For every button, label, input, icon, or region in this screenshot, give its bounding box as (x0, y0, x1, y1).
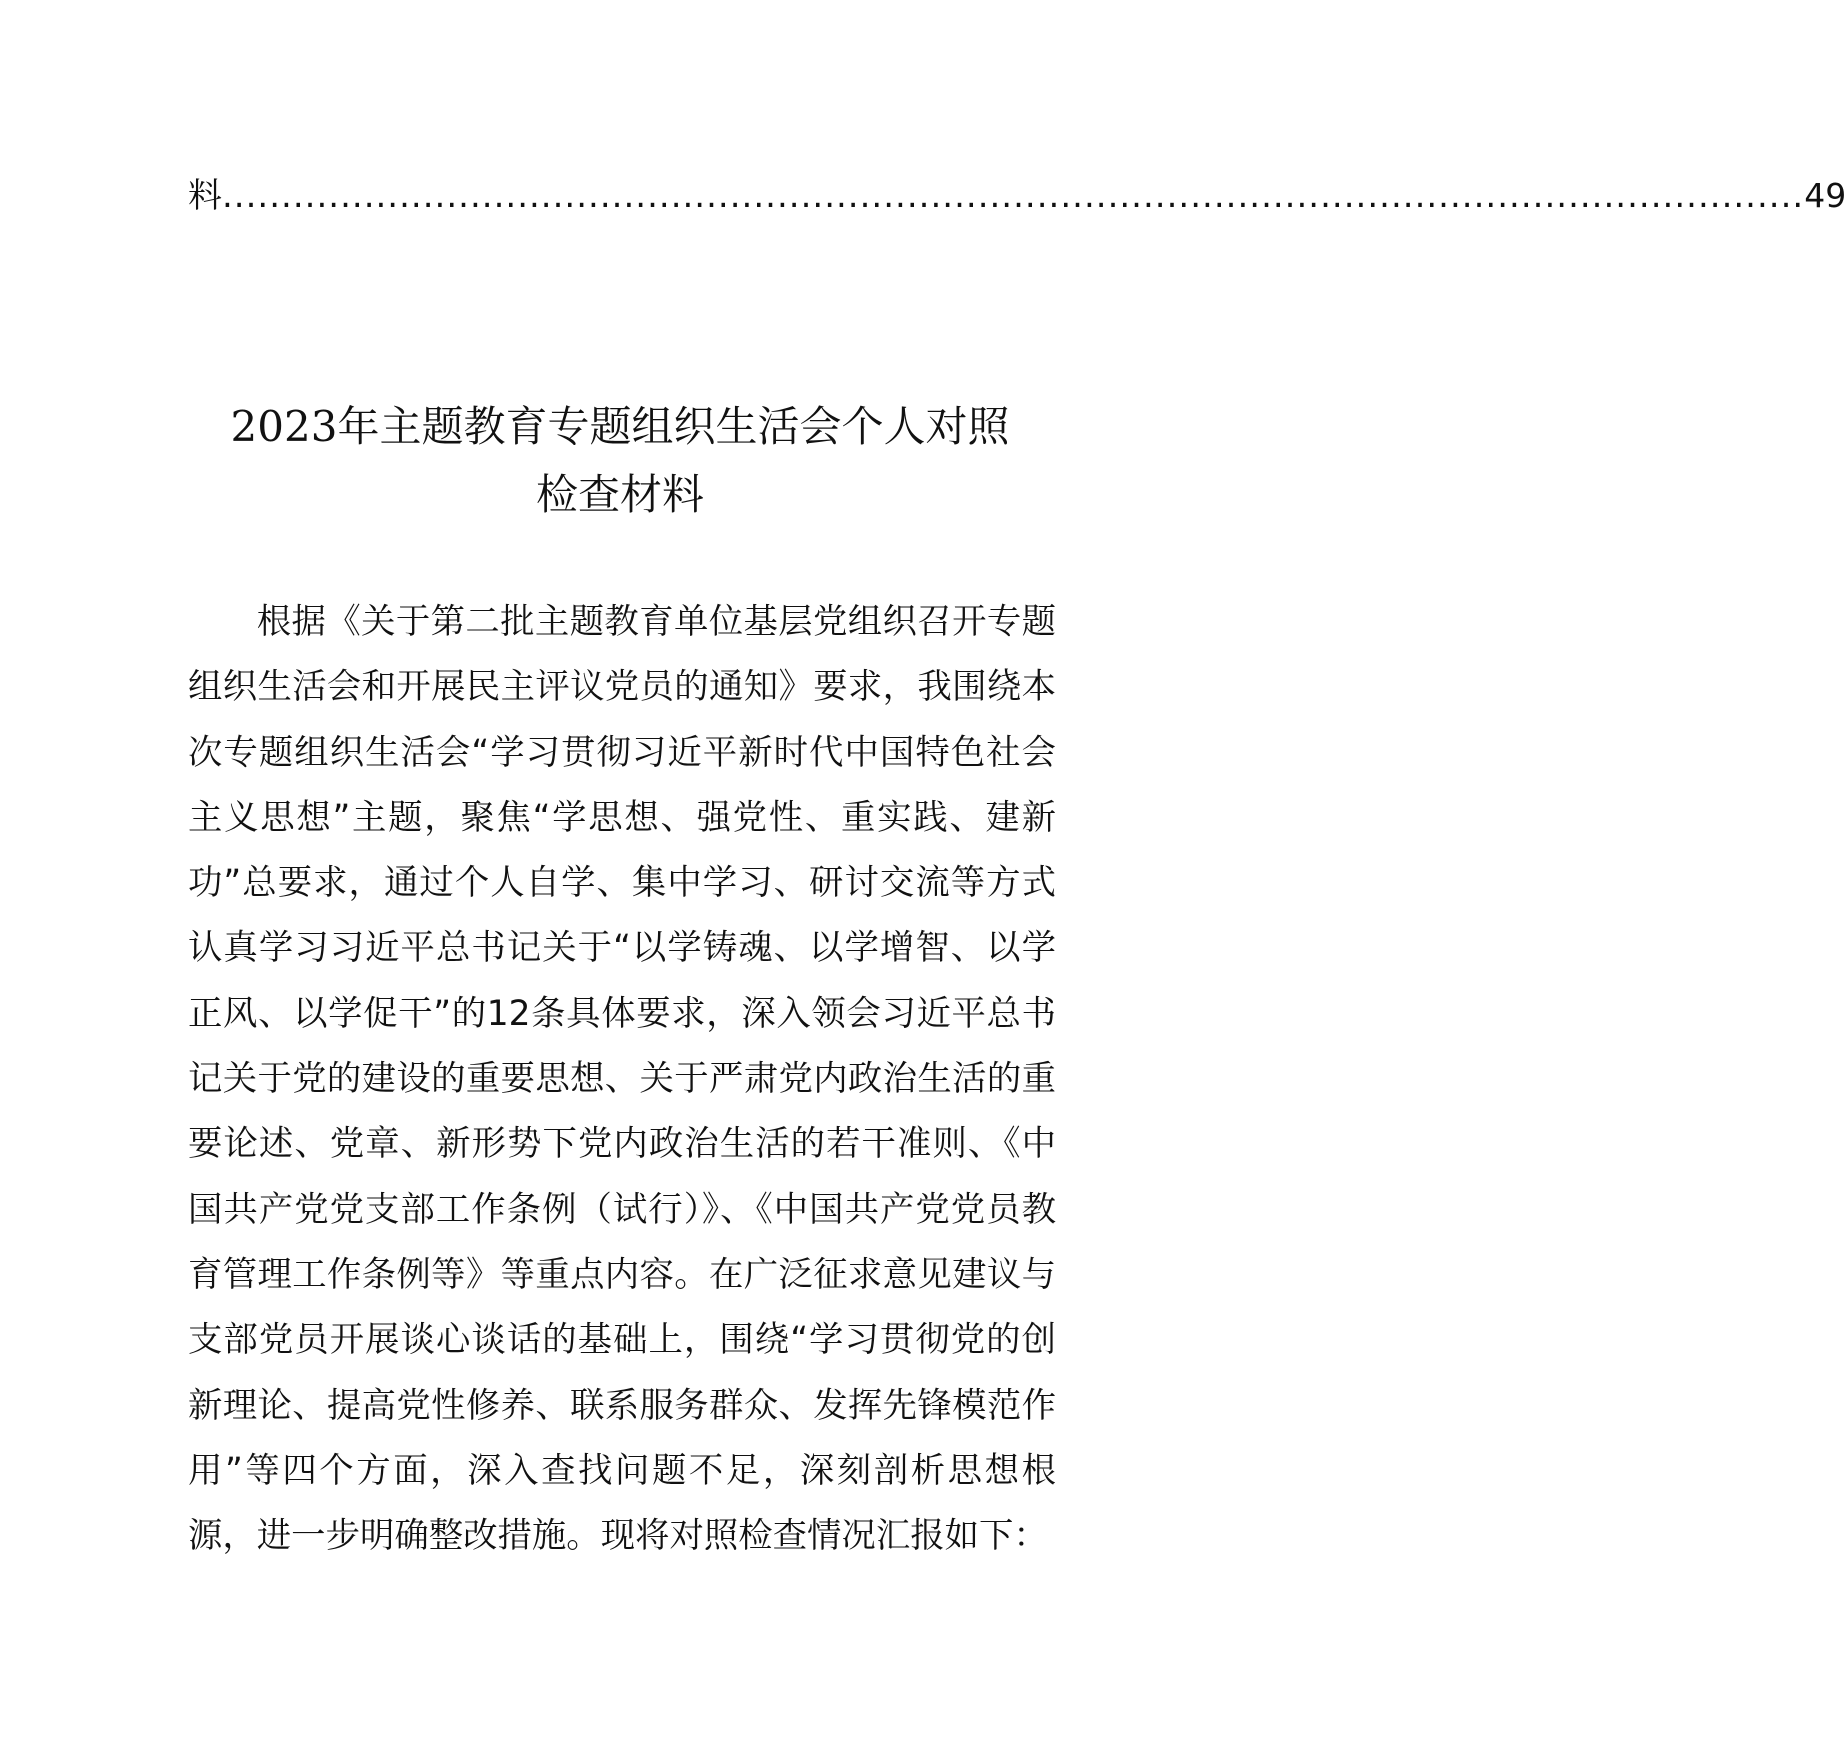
title-line2: 检查材料 (535, 470, 704, 519)
toc-page-number: 49 (1804, 176, 1846, 215)
toc-dot-leader: ...................................................................................................................................... (222, 176, 1805, 216)
title-year: 2023 (230, 402, 338, 451)
toc-entry (188, 168, 1846, 224)
toc-entry-text: 料 (188, 176, 222, 216)
title-line1: 年主题教育专题组织生活会个人对照 (337, 402, 1010, 451)
document-title (150, 393, 1090, 529)
body-paragraph: 根据《关于第二批主题教育单位基层党组织召开专题组织生活会和开展民主评议党员的通知》要求，我围绕本次专题组织生活会“学习贯彻习近平新时代中国特色社会主义思想”主题，聚焦“学思想、强党性、重实践、建新功”总要求，通过个人自学、集中学习、研讨交流等方式认真学习习近平总书记关于“以学铸魂、以学增智、以学正风、以学促干”的12条具体要求，深入领会习近平总书记关于党的建设的重要思想、关于严肃党内政治生活的重要论述、党章、新形势下党内政治生活的若干准则、《中国共产党党支部工作条例（试行）》、《中国共产党党员教育管理工作条例等》等重点内容。在广泛征求意见建议与支部党员开展谈心谈话的基础上，围绕“学习贯彻党的创新理论、提高党性修养、联系服务群众、发挥先锋模范作用”等四个方面，深入查找问题不足，深刻剖析思想根源，进一步明确整改措施。现将对照检查情况汇报如下： (188, 602, 1056, 1557)
